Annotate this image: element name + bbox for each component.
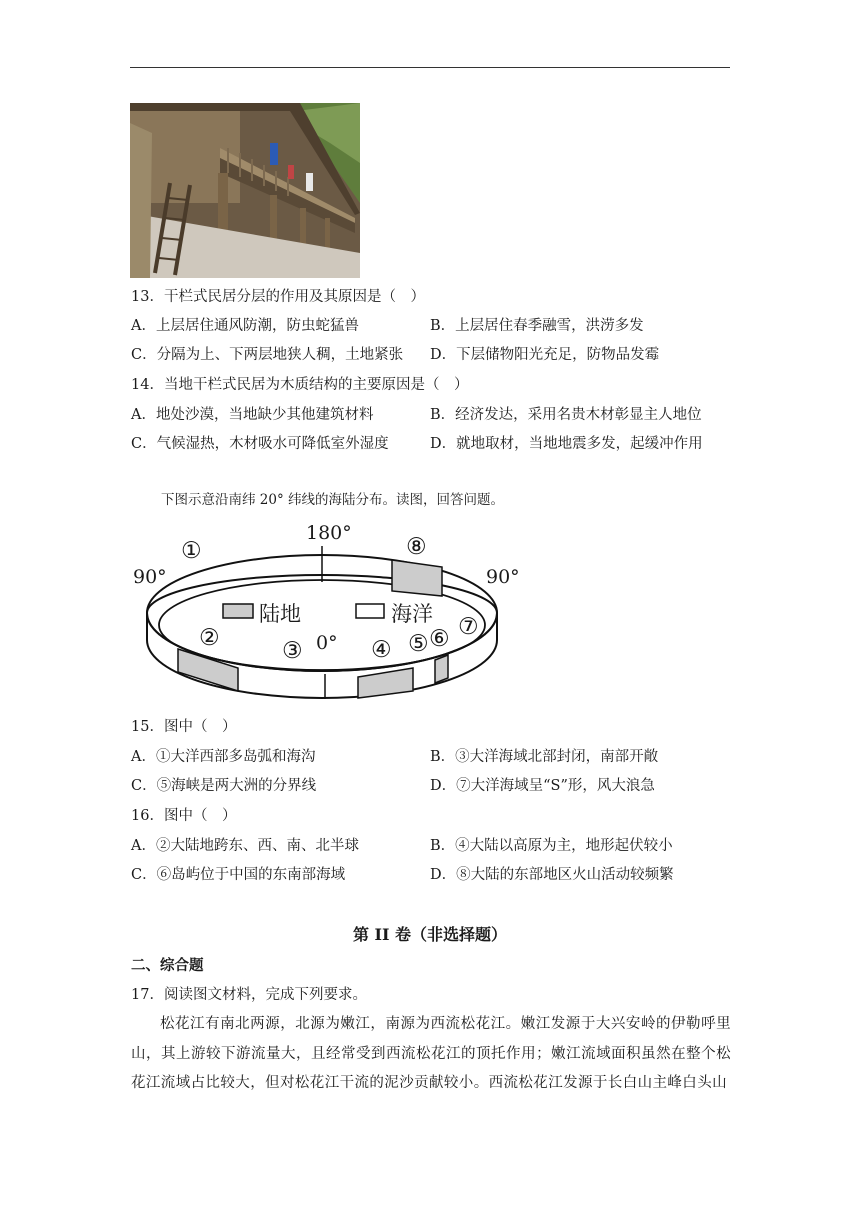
label-90-west: 90°	[133, 566, 167, 588]
q17-stem: 17．阅读图文材料，完成下列要求。	[131, 987, 367, 1003]
q15-option-d: D．⑦大洋海域呈“S”形，风大浪急	[430, 778, 655, 794]
q16-option-b: B．④大陆以高原为主，地形起伏较小	[430, 838, 673, 854]
q14-stem: 14．当地干栏式民居为木质结构的主要原因是（ ）	[131, 377, 469, 393]
section-2-heading: 二、综合题	[131, 957, 204, 974]
q15-option-c: C．⑤海峡是两大洲的分界线	[131, 778, 317, 794]
q14-option-b: B．经济发达，采用名贵木材彰显主人地位	[430, 407, 702, 423]
label-0: 0°	[316, 632, 338, 654]
marker-7: ⑦	[458, 614, 479, 640]
q14-option-a: A．地处沙漠，当地缺少其他建筑材料	[131, 407, 374, 423]
q16-stem: 16．图中（ ）	[131, 808, 237, 824]
marker-4: ④	[371, 637, 392, 663]
header-rule	[130, 67, 730, 68]
q16-option-d: D．⑧大陆的东部地区火山活动较频繁	[430, 867, 674, 883]
legend-ocean-swatch	[356, 604, 384, 618]
marker-3: ③	[282, 638, 303, 664]
marker-1: ①	[181, 538, 202, 564]
marker-5: ⑤	[408, 631, 429, 657]
q15-option-b: B．③大洋海域北部封闭，南部开敞	[430, 749, 659, 765]
segment-8-land	[392, 560, 442, 596]
legend-ocean-label: 海洋	[391, 602, 433, 626]
q14-option-d: D．就地取材，当地地震多发，起缓冲作用	[430, 436, 703, 452]
stilt-house-photo	[130, 103, 360, 278]
label-180: 180°	[306, 522, 352, 544]
q13-option-a: A．上层居住通风防潮，防虫蛇猛兽	[131, 318, 359, 334]
marker-8: ⑧	[406, 534, 427, 560]
segment-6-land	[435, 655, 448, 683]
q15-stem: 15．图中（ ）	[131, 719, 237, 735]
q13-option-c: C．分隔为上、下两层地狭人稠，土地紧张	[131, 347, 404, 363]
q16-option-c: C．⑥岛屿位于中国的东南部海域	[131, 867, 346, 883]
figure-intro: 下图示意沿南纬 20° 纬线的海陆分布。读图，回答问题。	[161, 492, 505, 508]
latitude-ring-diagram	[130, 518, 530, 703]
legend-land-swatch	[223, 604, 253, 618]
legend-land-label: 陆地	[259, 602, 301, 626]
q13-option-b: B．上层居住春季融雪，洪涝多发	[430, 318, 644, 334]
q15-option-a: A．①大洋西部多岛弧和海沟	[131, 749, 316, 765]
q17-material-paragraph: 松花江有南北两源，北源为嫩江，南源为西流松花江。嫩江发源于大兴安岭的伊勒呼里山，其上游较下游流量大，且经常受到西流松花江的顶托作用；嫩江流域面积虽然在整个松花江流域占比较大，但对松花江干流的泥沙贡献较小。西流松花江发源于长白山主峰白头山	[131, 1016, 731, 1091]
marker-2: ②	[199, 625, 220, 651]
q13-stem: 13．干栏式民居分层的作用及其原因是（ ）	[131, 289, 425, 305]
part-2-title: 第 II 卷（非选择题）	[352, 925, 508, 944]
q13-option-d: D．下层储物阳光充足，防物品发霉	[430, 347, 660, 363]
q14-option-c: C．气候湿热，木材吸水可降低室外湿度	[131, 436, 389, 452]
label-90-east: 90°	[486, 566, 520, 588]
q16-option-a: A．②大陆地跨东、西、南、北半球	[131, 838, 359, 854]
marker-6: ⑥	[429, 626, 450, 652]
